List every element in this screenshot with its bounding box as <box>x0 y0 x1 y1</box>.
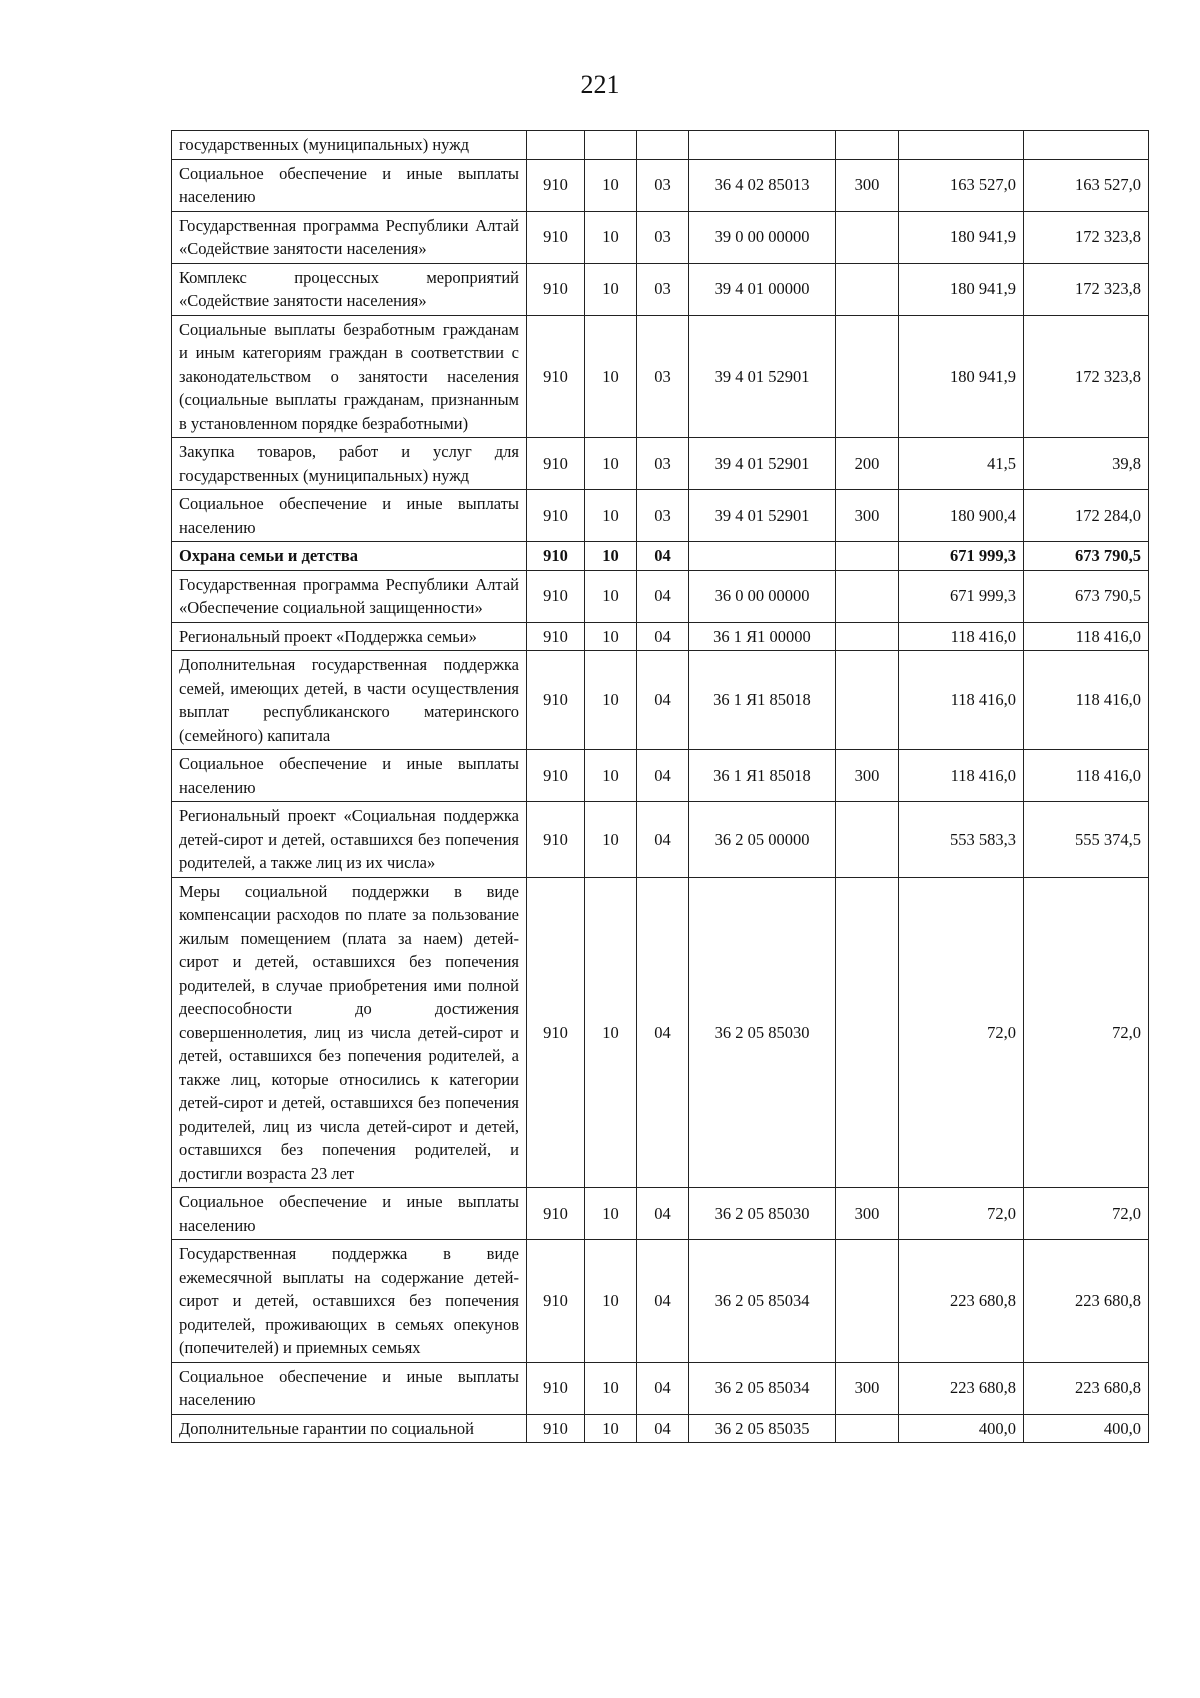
cell-amount-1: 163 527,0 <box>899 159 1024 211</box>
cell-target-article: 36 1 Я1 00000 <box>689 622 836 651</box>
cell-amount-2: 172 323,8 <box>1024 211 1149 263</box>
cell-grbs <box>527 131 585 160</box>
cell-subsection: 04 <box>637 1362 689 1414</box>
cell-section: 10 <box>585 490 637 542</box>
cell-target-article <box>689 131 836 160</box>
cell-section: 10 <box>585 651 637 750</box>
cell-amount-1: 553 583,3 <box>899 802 1024 878</box>
cell-amount-1: 671 999,3 <box>899 570 1024 622</box>
cell-subsection: 04 <box>637 542 689 571</box>
cell-section: 10 <box>585 263 637 315</box>
cell-section: 10 <box>585 315 637 438</box>
cell-expense-type <box>836 211 899 263</box>
cell-expense-type <box>836 570 899 622</box>
table-row <box>172 570 1149 622</box>
table-row <box>172 1414 1149 1443</box>
table-row <box>172 1188 1149 1240</box>
cell-expense-type <box>836 263 899 315</box>
table-row <box>172 750 1149 802</box>
row-name: Социальное обеспечение и иные выплаты населению <box>172 1362 527 1414</box>
row-name: Комплекс процессных мероприятий «Содействие занятости населения» <box>172 263 527 315</box>
cell-amount-1 <box>899 131 1024 160</box>
cell-amount-2: 673 790,5 <box>1024 542 1149 571</box>
cell-grbs: 910 <box>527 315 585 438</box>
row-name: Социальные выплаты безработным гражданам и иным категориям граждан в соответствии с законодательством о занятости населения (социальные выплаты гражданам, признанным в установленном порядке безработными) <box>172 315 527 438</box>
cell-amount-1: 180 941,9 <box>899 315 1024 438</box>
cell-target-article: 39 4 01 52901 <box>689 315 836 438</box>
row-name: Государственная программа Республики Алтай «Обеспечение социальной защищенности» <box>172 570 527 622</box>
cell-subsection: 03 <box>637 159 689 211</box>
cell-amount-1: 118 416,0 <box>899 651 1024 750</box>
cell-subsection: 04 <box>637 570 689 622</box>
cell-expense-type <box>836 802 899 878</box>
cell-amount-1: 72,0 <box>899 877 1024 1188</box>
cell-amount-1: 72,0 <box>899 1188 1024 1240</box>
cell-section: 10 <box>585 211 637 263</box>
cell-target-article: 39 4 01 52901 <box>689 438 836 490</box>
row-name: Социальное обеспечение и иные выплаты населению <box>172 1188 527 1240</box>
cell-amount-2: 118 416,0 <box>1024 651 1149 750</box>
cell-section: 10 <box>585 438 637 490</box>
table-row <box>172 131 1149 160</box>
cell-target-article: 36 1 Я1 85018 <box>689 750 836 802</box>
cell-grbs: 910 <box>527 1414 585 1443</box>
cell-amount-2: 223 680,8 <box>1024 1362 1149 1414</box>
row-name: Дополнительная государственная поддержка семей, имеющих детей, в части осуществления выплат республиканского материнского (семейного) капитала <box>172 651 527 750</box>
cell-amount-2: 163 527,0 <box>1024 159 1149 211</box>
cell-grbs: 910 <box>527 1362 585 1414</box>
cell-amount-1: 180 941,9 <box>899 263 1024 315</box>
cell-grbs: 910 <box>527 802 585 878</box>
cell-target-article <box>689 542 836 571</box>
cell-expense-type: 300 <box>836 490 899 542</box>
cell-amount-2: 72,0 <box>1024 1188 1149 1240</box>
cell-amount-2: 172 323,8 <box>1024 315 1149 438</box>
cell-subsection: 03 <box>637 263 689 315</box>
cell-subsection: 03 <box>637 438 689 490</box>
cell-section: 10 <box>585 622 637 651</box>
cell-subsection: 04 <box>637 1188 689 1240</box>
cell-section: 10 <box>585 542 637 571</box>
cell-amount-1: 180 941,9 <box>899 211 1024 263</box>
cell-expense-type: 300 <box>836 750 899 802</box>
table-row <box>172 1240 1149 1363</box>
cell-target-article: 36 2 05 00000 <box>689 802 836 878</box>
cell-section: 10 <box>585 159 637 211</box>
cell-amount-1: 671 999,3 <box>899 542 1024 571</box>
row-name: Региональный проект «Поддержка семьи» <box>172 622 527 651</box>
table-row <box>172 622 1149 651</box>
cell-amount-2: 172 323,8 <box>1024 263 1149 315</box>
cell-expense-type <box>836 877 899 1188</box>
row-name: Охрана семьи и детства <box>172 542 527 571</box>
cell-expense-type <box>836 1240 899 1363</box>
cell-grbs: 910 <box>527 622 585 651</box>
cell-amount-2: 223 680,8 <box>1024 1240 1149 1363</box>
cell-target-article: 36 2 05 85035 <box>689 1414 836 1443</box>
row-name: Меры социальной поддержки в виде компенсации расходов по плате за пользование жилым помещением (плата за наем) детей-сирот и детей, оставшихся без попечения родителей, в случае приобретения ими полной дееспособности до достижения совершеннолетия, лиц из числа детей-сирот и детей, оставшихся без попечения родителей, а также лиц, которые относились к категории детей-сирот и детей, оставшихся без попечения родителей, лиц из числа детей-сирот и детей, оставшихся без попечения родителей, и достигли возраста 23 лет <box>172 877 527 1188</box>
cell-section: 10 <box>585 570 637 622</box>
cell-target-article: 36 4 02 85013 <box>689 159 836 211</box>
cell-grbs: 910 <box>527 1240 585 1363</box>
table-row <box>172 263 1149 315</box>
cell-subsection: 03 <box>637 490 689 542</box>
cell-subsection: 04 <box>637 750 689 802</box>
cell-expense-type <box>836 622 899 651</box>
cell-target-article: 39 4 01 00000 <box>689 263 836 315</box>
cell-section: 10 <box>585 802 637 878</box>
cell-amount-1: 223 680,8 <box>899 1362 1024 1414</box>
cell-subsection: 04 <box>637 802 689 878</box>
row-name: Региональный проект «Социальная поддержка детей-сирот и детей, оставшихся без попечения родителей, а также лиц из их числа» <box>172 802 527 878</box>
cell-section: 10 <box>585 1188 637 1240</box>
row-name: государственных (муниципальных) нужд <box>172 131 527 160</box>
cell-section: 10 <box>585 877 637 1188</box>
table-row <box>172 438 1149 490</box>
cell-target-article: 39 0 00 00000 <box>689 211 836 263</box>
row-name: Социальное обеспечение и иные выплаты населению <box>172 490 527 542</box>
page-number: 221 <box>580 70 620 99</box>
table-row <box>172 490 1149 542</box>
cell-target-article: 39 4 01 52901 <box>689 490 836 542</box>
cell-expense-type <box>836 131 899 160</box>
cell-section: 10 <box>585 1362 637 1414</box>
table-row <box>172 651 1149 750</box>
cell-subsection: 04 <box>637 622 689 651</box>
cell-subsection: 04 <box>637 1414 689 1443</box>
table-row <box>172 542 1149 571</box>
table-body <box>172 131 1149 1443</box>
cell-amount-2: 400,0 <box>1024 1414 1149 1443</box>
row-name: Социальное обеспечение и иные выплаты населению <box>172 750 527 802</box>
cell-amount-2: 39,8 <box>1024 438 1149 490</box>
table-row <box>172 159 1149 211</box>
cell-amount-2: 72,0 <box>1024 877 1149 1188</box>
cell-grbs: 910 <box>527 1188 585 1240</box>
cell-grbs: 910 <box>527 750 585 802</box>
cell-section: 10 <box>585 1414 637 1443</box>
cell-amount-1: 223 680,8 <box>899 1240 1024 1363</box>
table-row <box>172 802 1149 878</box>
cell-grbs: 910 <box>527 438 585 490</box>
cell-grbs: 910 <box>527 651 585 750</box>
cell-subsection: 04 <box>637 877 689 1188</box>
row-name: Социальное обеспечение и иные выплаты населению <box>172 159 527 211</box>
row-name: Государственная программа Республики Алтай «Содействие занятости населения» <box>172 211 527 263</box>
cell-target-article: 36 2 05 85030 <box>689 1188 836 1240</box>
cell-grbs: 910 <box>527 542 585 571</box>
cell-section <box>585 131 637 160</box>
cell-grbs: 910 <box>527 877 585 1188</box>
cell-grbs: 910 <box>527 570 585 622</box>
cell-target-article: 36 2 05 85030 <box>689 877 836 1188</box>
table-row <box>172 1362 1149 1414</box>
cell-grbs: 910 <box>527 211 585 263</box>
cell-amount-2: 673 790,5 <box>1024 570 1149 622</box>
cell-amount-1: 41,5 <box>899 438 1024 490</box>
row-name: Закупка товаров, работ и услуг для государственных (муниципальных) нужд <box>172 438 527 490</box>
cell-expense-type: 200 <box>836 438 899 490</box>
cell-subsection <box>637 131 689 160</box>
cell-amount-1: 400,0 <box>899 1414 1024 1443</box>
cell-subsection: 04 <box>637 651 689 750</box>
table-row <box>172 877 1149 1188</box>
cell-section: 10 <box>585 750 637 802</box>
cell-amount-1: 180 900,4 <box>899 490 1024 542</box>
cell-amount-2: 555 374,5 <box>1024 802 1149 878</box>
budget-table <box>171 130 1149 1443</box>
cell-expense-type: 300 <box>836 1362 899 1414</box>
cell-subsection: 04 <box>637 1240 689 1363</box>
cell-grbs: 910 <box>527 159 585 211</box>
cell-expense-type: 300 <box>836 1188 899 1240</box>
cell-target-article: 36 1 Я1 85018 <box>689 651 836 750</box>
cell-expense-type <box>836 1414 899 1443</box>
cell-expense-type <box>836 542 899 571</box>
cell-expense-type <box>836 651 899 750</box>
cell-amount-2: 172 284,0 <box>1024 490 1149 542</box>
cell-grbs: 910 <box>527 263 585 315</box>
cell-amount-1: 118 416,0 <box>899 622 1024 651</box>
cell-target-article: 36 0 00 00000 <box>689 570 836 622</box>
cell-subsection: 03 <box>637 211 689 263</box>
cell-expense-type <box>836 315 899 438</box>
row-name: Дополнительные гарантии по социальной <box>172 1414 527 1443</box>
cell-section: 10 <box>585 1240 637 1363</box>
table-row <box>172 211 1149 263</box>
cell-subsection: 03 <box>637 315 689 438</box>
row-name: Государственная поддержка в виде ежемесячной выплаты на содержание детей-сирот и детей, оставшихся без попечения родителей, проживающих в семьях опекунов (попечителей) и приемных семьях <box>172 1240 527 1363</box>
cell-target-article: 36 2 05 85034 <box>689 1240 836 1363</box>
cell-expense-type: 300 <box>836 159 899 211</box>
table-row <box>172 315 1149 438</box>
cell-amount-2: 118 416,0 <box>1024 750 1149 802</box>
cell-target-article: 36 2 05 85034 <box>689 1362 836 1414</box>
cell-amount-2 <box>1024 131 1149 160</box>
cell-amount-2: 118 416,0 <box>1024 622 1149 651</box>
cell-grbs: 910 <box>527 490 585 542</box>
cell-amount-1: 118 416,0 <box>899 750 1024 802</box>
